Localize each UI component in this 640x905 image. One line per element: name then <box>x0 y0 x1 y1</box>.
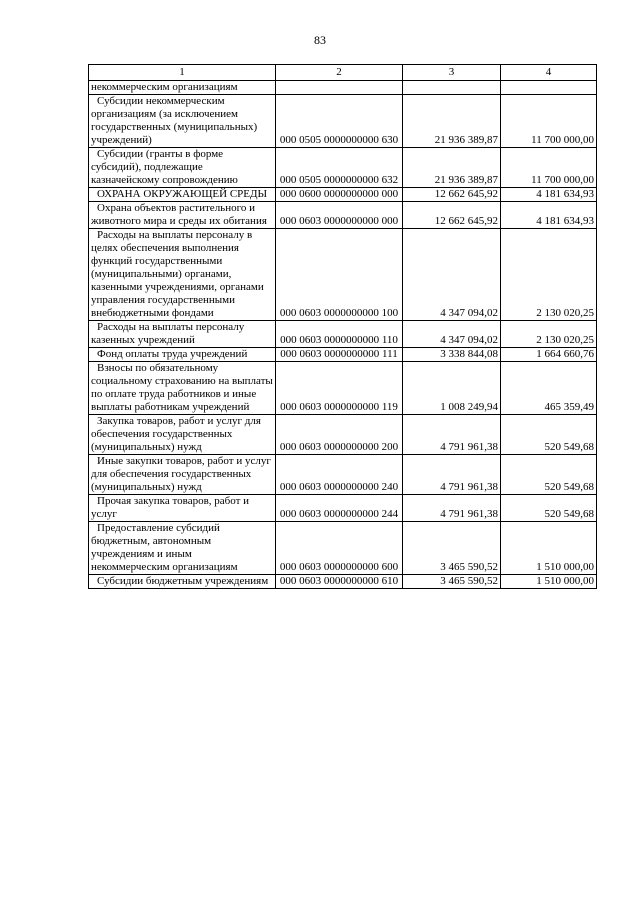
row-name: Закупка товаров, работ и услуг для обеспечения государственных (муниципальных) нужд <box>89 415 276 455</box>
row-code: 000 0603 0000000000 600 <box>276 522 403 575</box>
row-code: 000 0603 0000000000 119 <box>276 362 403 415</box>
table-body <box>89 81 597 589</box>
row-value-col4: 1 510 000,00 <box>501 522 597 575</box>
row-value-col4: 520 549,68 <box>501 495 597 522</box>
row-name: Взносы по обязательному социальному страхованию на выплаты по оплате труда работников и иные выплаты работникам учреждений <box>89 362 276 415</box>
table-row <box>89 148 597 188</box>
row-code: 000 0603 0000000000 240 <box>276 455 403 495</box>
row-name: Фонд оплаты труда учреждений <box>89 348 276 362</box>
row-value-col3: 3 338 844,08 <box>403 348 501 362</box>
row-value-col4: 11 700 000,00 <box>501 148 597 188</box>
row-name: Расходы на выплаты персоналу казенных учреждений <box>89 321 276 348</box>
row-value-col3: 4 347 094,02 <box>403 229 501 321</box>
table-row <box>89 202 597 229</box>
row-value-col4: 2 130 020,25 <box>501 229 597 321</box>
row-code: 000 0603 0000000000 610 <box>276 575 403 589</box>
row-code: 000 0600 0000000000 000 <box>276 188 403 202</box>
row-value-col3: 12 662 645,92 <box>403 188 501 202</box>
table-row <box>89 95 597 148</box>
table-row <box>89 495 597 522</box>
table-row <box>89 522 597 575</box>
row-name: Иные закупки товаров, работ и услуг для обеспечения государственных (муниципальных) нужд <box>89 455 276 495</box>
row-code: 000 0603 0000000000 000 <box>276 202 403 229</box>
row-code: 000 0603 0000000000 100 <box>276 229 403 321</box>
header-col-3: 3 <box>403 65 501 81</box>
row-code: 000 0505 0000000000 632 <box>276 148 403 188</box>
row-value-col3 <box>403 81 501 95</box>
row-name: Субсидии некоммерческим организациям (за исключением государственных (муниципальных) учреждений) <box>89 95 276 148</box>
row-value-col3: 21 936 389,87 <box>403 95 501 148</box>
row-code: 000 0603 0000000000 110 <box>276 321 403 348</box>
row-value-col3: 4 347 094,02 <box>403 321 501 348</box>
row-value-col4: 465 359,49 <box>501 362 597 415</box>
table-row <box>89 575 597 589</box>
table-row <box>89 229 597 321</box>
row-name: Субсидии (гранты в форме субсидий), подлежащие казначейскому сопровождению <box>89 148 276 188</box>
row-name: Расходы на выплаты персоналу в целях обеспечения выполнения функций государственными (муниципальными) органами, казенными учреждениями, органами управления государственными внебюджетными фондами <box>89 229 276 321</box>
table-row <box>89 415 597 455</box>
table-row <box>89 321 597 348</box>
table-row <box>89 455 597 495</box>
table-row <box>89 348 597 362</box>
row-value-col4 <box>501 81 597 95</box>
row-name: Охрана объектов растительного и животного мира и среды их обитания <box>89 202 276 229</box>
row-code: 000 0603 0000000000 244 <box>276 495 403 522</box>
row-value-col3: 12 662 645,92 <box>403 202 501 229</box>
row-name: Предоставление субсидий бюджетным, автономным учреждениям и иным некоммерческим организациям <box>89 522 276 575</box>
row-value-col3: 4 791 961,38 <box>403 455 501 495</box>
row-value-col3: 21 936 389,87 <box>403 148 501 188</box>
row-value-col4: 11 700 000,00 <box>501 95 597 148</box>
row-value-col3: 4 791 961,38 <box>403 495 501 522</box>
row-value-col3: 1 008 249,94 <box>403 362 501 415</box>
row-name: ОХРАНА ОКРУЖАЮЩЕЙ СРЕДЫ <box>89 188 276 202</box>
row-value-col4: 1 510 000,00 <box>501 575 597 589</box>
row-value-col4: 1 664 660,76 <box>501 348 597 362</box>
row-value-col4: 520 549,68 <box>501 415 597 455</box>
table-header-row <box>89 65 597 81</box>
header-col-2: 2 <box>276 65 403 81</box>
row-value-col3: 3 465 590,52 <box>403 575 501 589</box>
table-row <box>89 81 597 95</box>
row-name: некоммерческим организациям <box>89 81 276 95</box>
row-code: 000 0505 0000000000 630 <box>276 95 403 148</box>
row-code: 000 0603 0000000000 111 <box>276 348 403 362</box>
budget-table <box>88 64 597 589</box>
row-name: Субсидии бюджетным учреждениям <box>89 575 276 589</box>
page-number: 83 <box>314 33 326 47</box>
row-name: Прочая закупка товаров, работ и услуг <box>89 495 276 522</box>
row-value-col4: 2 130 020,25 <box>501 321 597 348</box>
row-value-col4: 4 181 634,93 <box>501 202 597 229</box>
table-row <box>89 362 597 415</box>
row-value-col3: 3 465 590,52 <box>403 522 501 575</box>
header-col-4: 4 <box>501 65 597 81</box>
row-value-col4: 520 549,68 <box>501 455 597 495</box>
row-value-col4: 4 181 634,93 <box>501 188 597 202</box>
row-code <box>276 81 403 95</box>
header-col-1: 1 <box>89 65 276 81</box>
row-code: 000 0603 0000000000 200 <box>276 415 403 455</box>
row-value-col3: 4 791 961,38 <box>403 415 501 455</box>
table-row <box>89 188 597 202</box>
